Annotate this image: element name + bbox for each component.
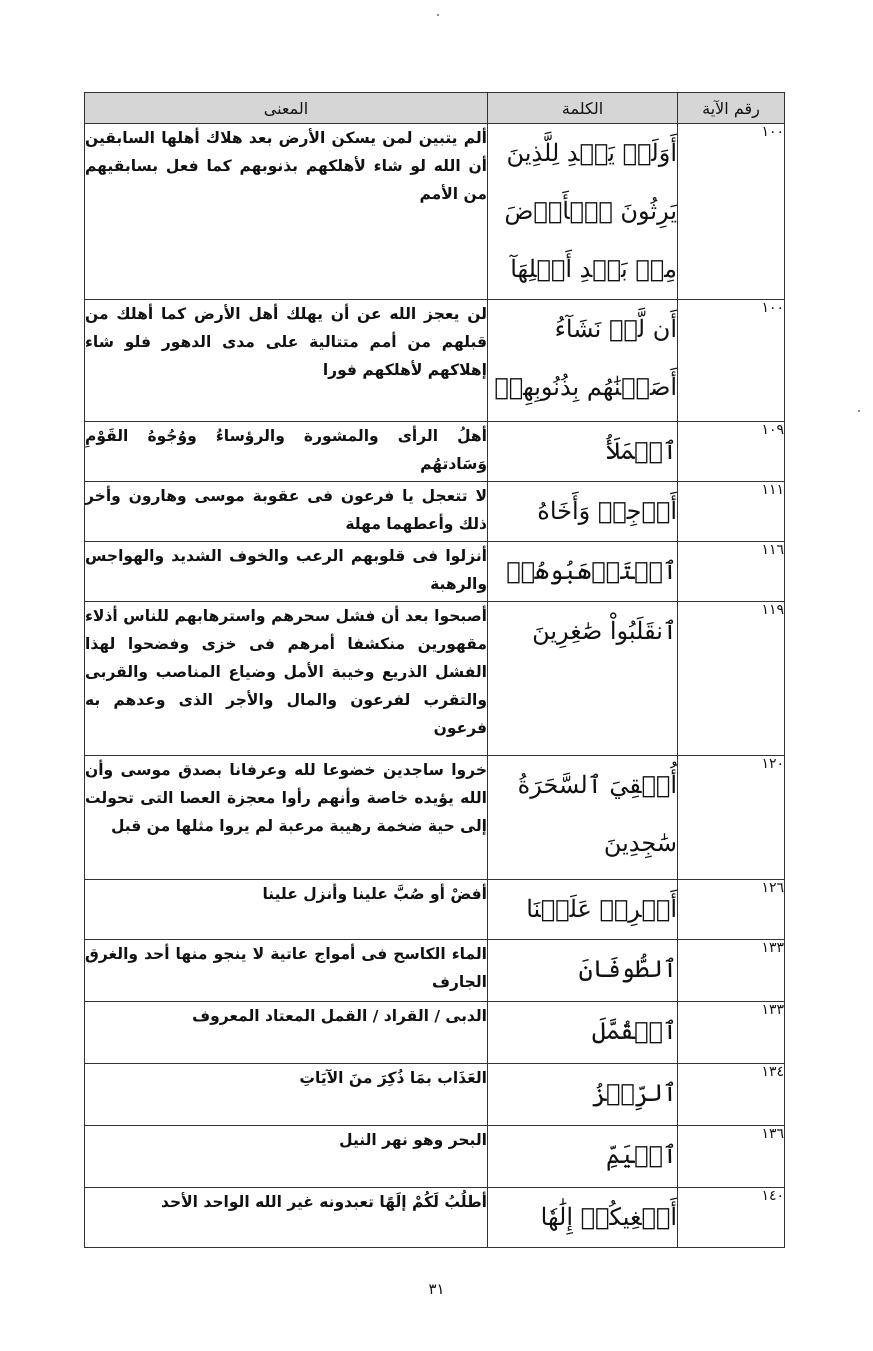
word-meaning: أصبحوا بعد أن فشل سحرهم واسترهابهم للناس أذلاء مقهورين منكشفا أمرهم فى خزى وفضحوا لهذا الفشل الذريع وخيبة الأمل وضياع المناصب والقربى والتقرب لفرعون والمال والأجر الذى وعدهم به فرعون bbox=[85, 602, 488, 756]
table-row bbox=[85, 880, 785, 940]
quran-word: ٱلۡيَمِّ bbox=[488, 1126, 678, 1188]
word-meaning: أفضْ أو صُبَّ علينا وأنزل علينا bbox=[85, 880, 488, 940]
quran-word: ٱلۡقُمَّلَ bbox=[488, 1002, 678, 1064]
word-meaning: ألم يتبين لمن يسكن الأرض بعد هلاك أهلها السابقين أن الله لو شاء لأهلكهم بذنوبهم كما فعل بسابقيهم من الأمم bbox=[85, 124, 488, 300]
table-row bbox=[85, 542, 785, 602]
verse-number: ١٣٦ bbox=[678, 1126, 785, 1188]
header-verse-number: رقم الآية bbox=[678, 93, 785, 124]
word-meaning: خروا ساجدين خضوعا لله وعرفانا بصدق موسى وأن الله يؤيده خاصة وأنهم رأوا معجزة العصا التى تحولت إلى حية ضخمة رهيبة مرعبة لم يروا مثلها من قبل bbox=[85, 756, 488, 880]
verse-number: ١٢٦ bbox=[678, 880, 785, 940]
verse-number: ١٣٣ bbox=[678, 940, 785, 1002]
verse-number: ١٤٠ bbox=[678, 1188, 785, 1248]
scan-speck bbox=[437, 14, 439, 16]
verse-number: ١١٩ bbox=[678, 602, 785, 756]
verse-number: ١٣٤ bbox=[678, 1064, 785, 1126]
table-header-row bbox=[85, 93, 785, 124]
quran-word: أَن لَّوۡ نَشَآءُ أَصَبۡنَٰهُم بِذُنُوبِهِمۡ bbox=[488, 300, 678, 422]
table-row bbox=[85, 300, 785, 422]
word-meaning: الماء الكاسح فى أمواج عاتية لا ينجو منها أحد والغرق الجارف bbox=[85, 940, 488, 1002]
vocabulary-table bbox=[84, 92, 785, 1248]
table-row bbox=[85, 1126, 785, 1188]
table-row bbox=[85, 422, 785, 482]
verse-number: ١٠٠ bbox=[678, 300, 785, 422]
quran-word: ٱنقَلَبُواْ صَٰغِرِينَ bbox=[488, 602, 678, 756]
verse-number: ١٠٩ bbox=[678, 422, 785, 482]
word-meaning: أنزلوا فى قلوبهم الرعب والخوف الشديد والهواجس والرهبة bbox=[85, 542, 488, 602]
word-meaning: لا تتعجل يا فرعون فى عقوبة موسى وهارون وأخر ذلك وأعطهما مهلة bbox=[85, 482, 488, 542]
word-meaning: أهلُ الرأى والمشورة والرؤساءُ ووُجُوهُ القَوْمِ وَسَادتهُم bbox=[85, 422, 488, 482]
verse-number: ١٢٠ bbox=[678, 756, 785, 880]
verse-number: ١١٦ bbox=[678, 542, 785, 602]
quran-word: ٱسۡتَرۡهَبُوهُمۡ bbox=[488, 542, 678, 602]
quran-word: أَبۡغِيكُمۡ إِلَٰهٗا bbox=[488, 1188, 678, 1248]
word-meaning: الدبى / القراد / القمل المعتاد المعروف bbox=[85, 1002, 488, 1064]
quran-word: أَوَلَمۡ يَهۡدِ لِلَّذِينَ يَرِثُونَ ٱلۡأَرۡضَ مِنۢ بَعۡدِ أَهۡلِهَآ bbox=[488, 124, 678, 300]
quran-word: ٱلۡمَلَأُ bbox=[488, 422, 678, 482]
verse-number: ١١١ bbox=[678, 482, 785, 542]
table-row bbox=[85, 940, 785, 1002]
table-row bbox=[85, 1002, 785, 1064]
table-row bbox=[85, 124, 785, 300]
table-row bbox=[85, 1188, 785, 1248]
table-row bbox=[85, 756, 785, 880]
word-meaning: أطلُبُ لَكُمْ إلَهًا تعبدونه غير الله الواحد الأحد bbox=[85, 1188, 488, 1248]
quran-word: أُلۡقِيَ ٱلسَّحَرَةُ سَٰجِدِينَ bbox=[488, 756, 678, 880]
header-word: الكلمة bbox=[488, 93, 678, 124]
quran-word: ٱلطُّوفَانَ bbox=[488, 940, 678, 1002]
quran-word: ٱلرِّجۡزُ bbox=[488, 1064, 678, 1126]
page-number: ٣١ bbox=[428, 1280, 445, 1298]
verse-number: ١٣٣ bbox=[678, 1002, 785, 1064]
header-meaning: المعنى bbox=[85, 93, 488, 124]
table-row bbox=[85, 1064, 785, 1126]
table-row bbox=[85, 482, 785, 542]
word-meaning: البحر وهو نهر النيل bbox=[85, 1126, 488, 1188]
scan-speck bbox=[858, 410, 860, 412]
quran-word: أَرۡجِهۡ وَأَخَاهُ bbox=[488, 482, 678, 542]
word-meaning: لن يعجز الله عن أن يهلك أهل الأرض كما أهلك من قبلهم من أمم متتالية على مدى الدهور فلو شاء إهلاكهم لأهلكهم فورا bbox=[85, 300, 488, 422]
verse-number: ١٠٠ bbox=[678, 124, 785, 300]
table-row bbox=[85, 602, 785, 756]
quran-word: أَفۡرِغۡ عَلَيۡنَا bbox=[488, 880, 678, 940]
word-meaning: العَذَاب بمَا ذُكِرَ منَ الآيَاتِ bbox=[85, 1064, 488, 1126]
